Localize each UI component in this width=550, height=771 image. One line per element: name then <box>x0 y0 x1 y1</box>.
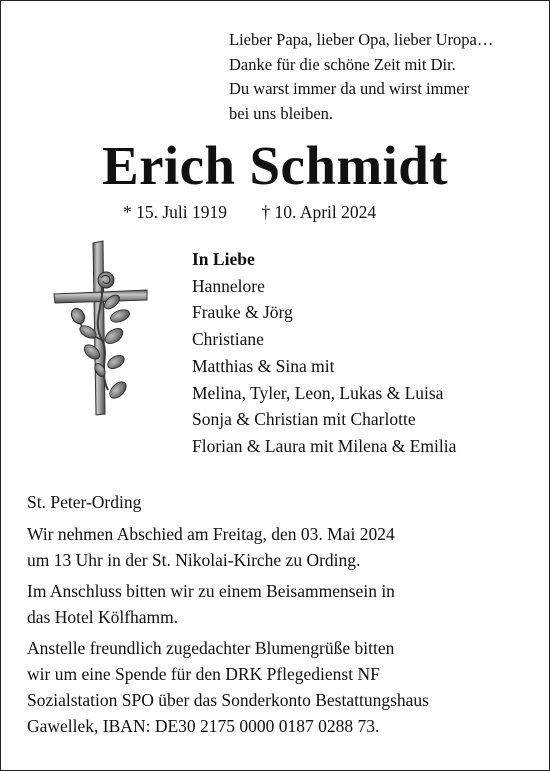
donation-paragraph <box>27 635 429 739</box>
announcement-text <box>27 489 429 739</box>
farewell-line: Wir nehmen Abschied am Freitag, den 03. Mai 2024 <box>27 524 395 544</box>
poem <box>229 28 493 126</box>
reception-line: Im Anschluss bitten wir zu einem Beisammensein in <box>27 581 395 601</box>
mourners-heading: In Liebe <box>192 249 255 269</box>
farewell-paragraph <box>27 521 429 573</box>
donation-line: Anstelle freundlich zugedachter Blumengrüße bitten <box>27 638 395 658</box>
poem-line: Du warst immer da und wirst immer <box>229 79 470 98</box>
mourner-name: Sonja & Christian mit Charlotte <box>192 409 416 430</box>
donation-line: Gawellek, IBAN: DE30 2175 0000 0187 0288 73. <box>27 716 380 736</box>
reception-paragraph <box>27 578 429 630</box>
deceased-name: Erich Schmidt <box>102 135 448 196</box>
life-dates <box>123 200 376 224</box>
poem-line: Lieber Papa, lieber Opa, lieber Uropa… <box>229 30 494 49</box>
mourner-name: Florian & Laura mit Milena & Emilia <box>192 435 457 456</box>
reception-line: das Hotel Kölfhamm. <box>27 607 179 627</box>
donation-line: Sozialstation SPO über das Sonderkonto Bestattungshaus <box>27 690 429 710</box>
mourner-name: Matthias & Sina mit <box>192 355 335 376</box>
mourner-name: Melina, Tyler, Leon, Lukas & Luisa <box>192 382 444 403</box>
place: St. Peter-Ording <box>27 492 142 512</box>
mourners-list <box>192 246 456 460</box>
mourner-name: Hannelore <box>192 275 265 296</box>
donation-line: wir um eine Spende für den DRK Pflegedienst NF <box>27 664 380 684</box>
mourner-name: Frauke & Jörg <box>192 302 293 323</box>
death-date: † 10. April 2024 <box>261 202 377 222</box>
mourner-name: Christiane <box>192 329 264 350</box>
poem-line: Danke für die schöne Zeit mit Dir. <box>229 54 456 74</box>
birth-date: * 15. Juli 1919 <box>123 202 228 222</box>
farewell-line: um 13 Uhr in der St. Nikolai-Kirche zu Ording. <box>27 550 361 570</box>
poem-line: bei uns bleiben. <box>229 103 334 123</box>
cross-with-roses-icon <box>50 240 150 416</box>
